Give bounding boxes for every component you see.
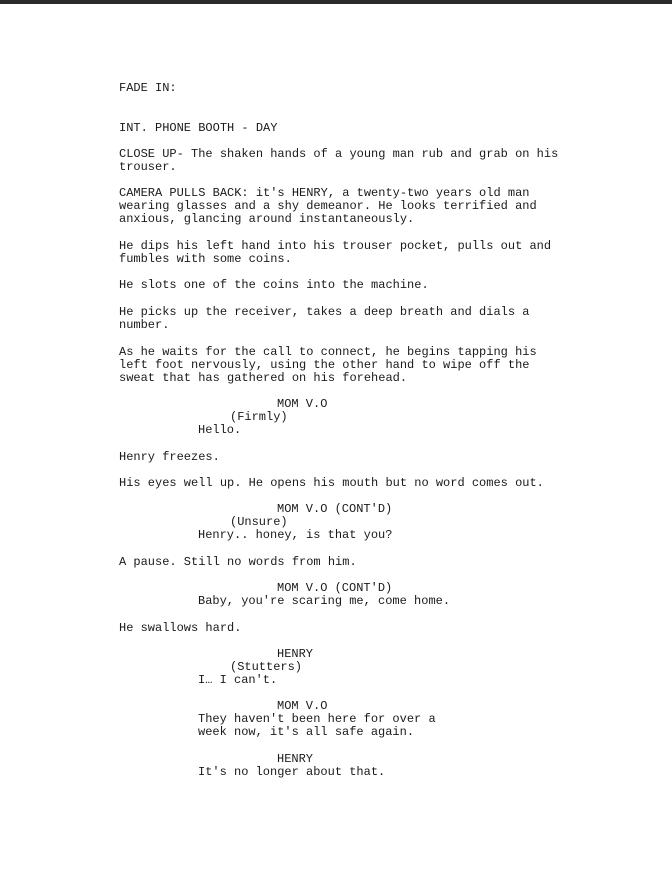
dialogue-line: They haven't been here for over a	[198, 712, 436, 726]
action-line: A pause. Still no words from him.	[119, 555, 357, 569]
parenthetical: (Stutters)	[230, 660, 303, 674]
parenthetical: (Unsure)	[230, 515, 288, 529]
action-line: fumbles with some coins.	[119, 252, 292, 266]
action-line: wearing glasses and a shy demeanor. He looks terrified and	[119, 199, 537, 213]
action-line: As he waits for the call to connect, he begins tapping his	[119, 345, 537, 359]
action-line: His eyes well up. He opens his mouth but no word comes out.	[119, 476, 544, 490]
action-line: He swallows hard.	[119, 621, 242, 635]
character-name: MOM V.O	[277, 397, 328, 411]
scene-heading: INT. PHONE BOOTH - DAY	[119, 121, 278, 135]
character-name: HENRY	[277, 752, 314, 766]
character-name: MOM V.O (CONT'D)	[277, 581, 393, 595]
action-line: sweat that has gathered on his forehead.	[119, 371, 408, 385]
action-line: CAMERA PULLS BACK: it's HENRY, a twenty-two years old man	[119, 186, 530, 200]
action-line: He dips his left hand into his trouser pocket, pulls out and	[119, 239, 552, 253]
action-line: He picks up the receiver, takes a deep breath and dials a	[119, 305, 530, 319]
dialogue-line: Henry.. honey, is that you?	[198, 528, 393, 542]
action-line: number.	[119, 318, 170, 332]
dialogue-line: week now, it's all safe again.	[198, 725, 415, 739]
action-line: He slots one of the coins into the machine.	[119, 278, 429, 292]
action-line: anxious, glancing around instantaneously.	[119, 212, 415, 226]
transition: FADE IN:	[119, 81, 177, 95]
action-line: trouser.	[119, 160, 177, 174]
dialogue-line: It's no longer about that.	[198, 765, 386, 779]
action-line: left foot nervously, using the other hand to wipe off the	[119, 358, 530, 372]
parenthetical: (Firmly)	[230, 410, 288, 424]
dialogue-line: Hello.	[198, 423, 242, 437]
action-line: CLOSE UP- The shaken hands of a young man rub and grab on his	[119, 147, 559, 161]
action-line: Henry freezes.	[119, 450, 220, 464]
dialogue-line: Baby, you're scaring me, come home.	[198, 594, 451, 608]
character-name: HENRY	[277, 647, 314, 661]
character-name: MOM V.O	[277, 699, 328, 713]
top-border-bar	[0, 0, 672, 4]
character-name: MOM V.O (CONT'D)	[277, 502, 393, 516]
dialogue-line: I… I can't.	[198, 673, 278, 687]
